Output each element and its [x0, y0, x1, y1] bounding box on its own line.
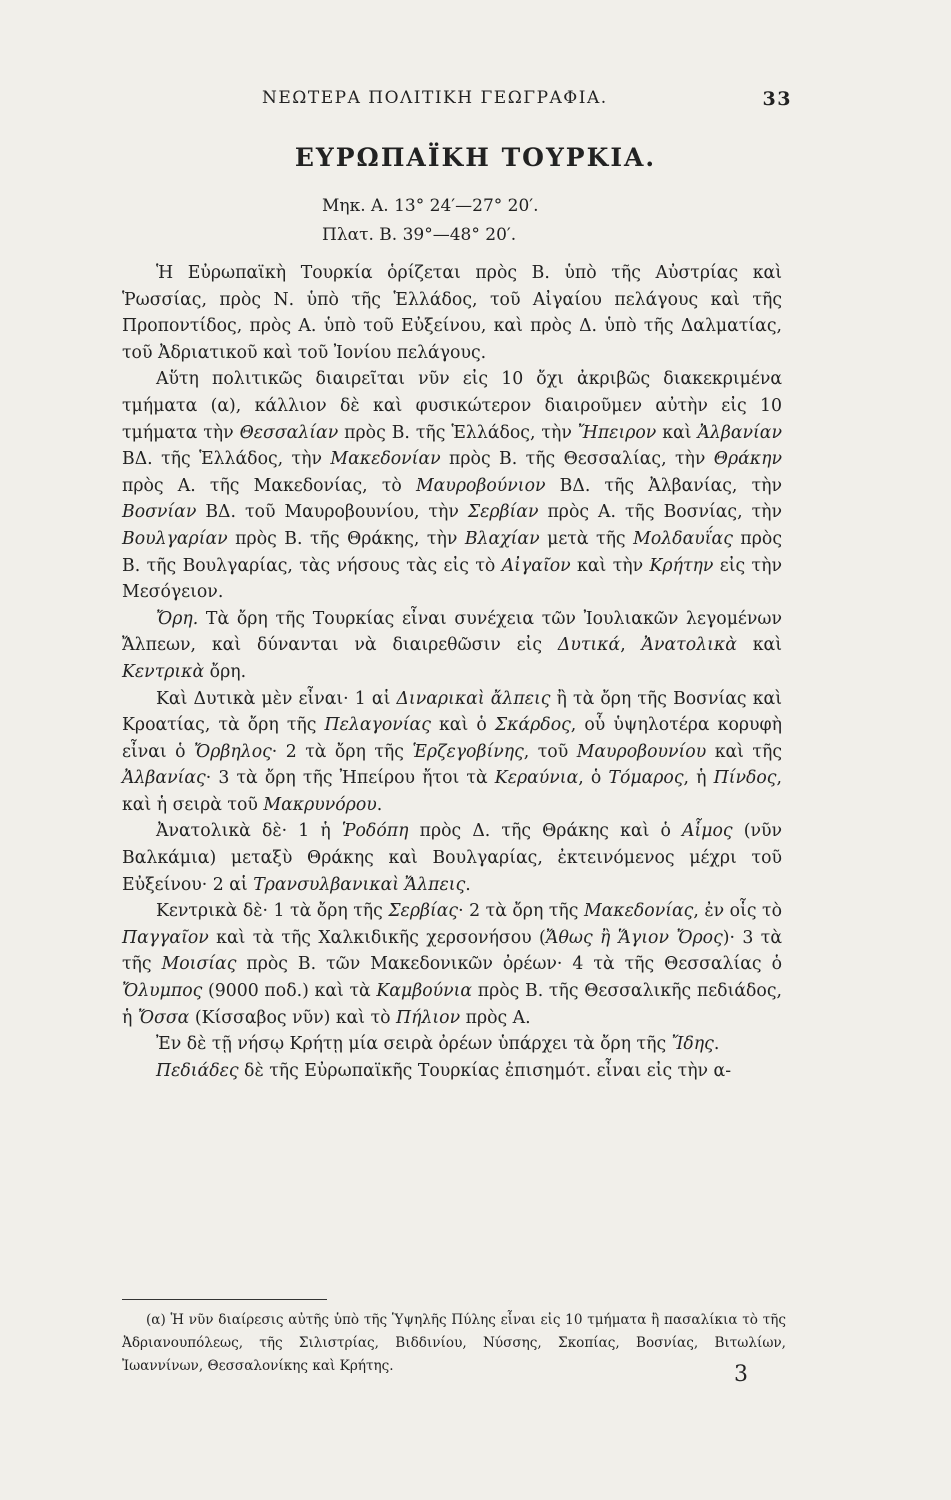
body-text	[122, 260, 782, 1084]
footnote: (α) Ἡ νῦν διαίρεσις αὐτῆς ὑπὸ τῆς Ὑψηλῆς Πύλης εἶναι εἰς 10 τμήματα ἢ πασαλίκια τὸ τῆς Ἀδριανουπόλεως, τῆς Σιλιστρίας, Βιδδινίου, Νύσσης, Σκοπίας, Βοσνίας, Βιτωλίων, Ἰωαννίνων, Θεσσαλονίκης καὶ Κρήτης.	[122, 1312, 786, 1374]
paragraph-plains: Πεδιάδες δὲ τῆς Εὐρωπαϊκῆς Τουρκίας ἐπισημότ. εἶναι εἰς τὴν α-	[156, 1060, 732, 1081]
longitude-line: Μηκ. Α. 13° 24′—27° 20′.	[322, 196, 539, 216]
paragraph-western-mountains: Καὶ Δυτικὰ μὲν εἶναι· 1 αἱ Διναρικαὶ ἄλπεις ἢ τὰ ὄρη τῆς Βοσνίας καὶ Κροατίας, τὰ ὄρη τῆς Πελαγονίας καὶ ὁ Σκάρδος, οὗ ὑψηλοτέρα κορυφὴ εἶναι ὁ Ὄρβηλος· 2 τὰ ὄρη τῆς Ἑρζεγοβίνης, τοῦ Μαυροβουνίου καὶ τῆς Ἀλβανίας· 3 τὰ ὄρη τῆς Ἠπείρου ἤτοι τὰ Κεραύνια, ὁ Τόμαρος, ἡ Πίνδος, καὶ ἡ σειρὰ τοῦ Μακρυνόρου.	[122, 688, 783, 815]
paragraph-crete-mountains: Ἐν δὲ τῇ νήσῳ Κρήτῃ μία σειρὰ ὀρέων ὑπάρχει τὰ ὄρη τῆς Ἴδης.	[156, 1034, 720, 1055]
paragraph-mountains: Ὄρη. Τὰ ὄρη τῆς Τουρκίας εἶναι συνέχεια τῶν Ἰουλιακῶν λεγομένων Ἄλπεων, καὶ δύνανται νὰ διαιρεθῶσιν εἰς Δυτικά, Ἀνατολικὰ καὶ Κεντρικὰ ὄρη.	[122, 608, 782, 682]
latitude-line: Πλατ. Β. 39°—48° 20′.	[322, 225, 517, 245]
paragraph-central-mountains: Κεντρικὰ δὲ· 1 τὰ ὄρη τῆς Σερβίας· 2 τὰ ὄρη τῆς Μακεδονίας, ἐν οἷς τὸ Παγγαῖον καὶ τὰ τῆς Χαλκιδικῆς χερσονήσου (Ἄθως ἢ Ἅγιον Ὄρος)· 3 τὰ τῆς Μοισίας πρὸς Β. τῶν Μακεδονικῶν ὀρέων· 4 τὰ τῆς Θεσσαλίας ὁ Ὄλυμπος (9000 ποδ.) καὶ τὰ Καμβούνια πρὸς Β. τῆς Θεσσαλικῆς πεδιάδος, ἡ Ὄσσα (Κίσσαβος νῦν) καὶ τὸ Πήλιον πρὸς Α.	[122, 901, 783, 1028]
page-number: 33	[762, 88, 792, 110]
section-title: ΕΥΡΩΠΑΪΚΗ ΤΟΥΡΚΙΑ.	[294, 143, 657, 172]
paragraph-eastern-mountains: Ἀνατολικὰ δὲ· 1 ἡ Ῥοδόπη πρὸς Δ. τῆς Θράκης καὶ ὁ Αἷμος (νῦν Βαλκάμια) μεταξὺ Θράκης καὶ Βουλγαρίας, ἐκτεινόμενος μέχρι τοῦ Εὐξείνου· 2 αἱ Τρανσυλβανικαὶ Ἄλπεις.	[122, 821, 782, 895]
signature-mark: 3	[734, 1362, 748, 1387]
footnote-rule	[122, 1299, 327, 1300]
paragraph-borders: Ἡ Εὐρωπαϊκὴ Τουρκία ὁρίζεται πρὸς Β. ὑπὸ τῆς Αὐστρίας καὶ Ῥωσσίας, πρὸς Ν. ὑπὸ τῆς Ἑλλάδος, τοῦ Αἰγαίου πελάγους καὶ τῆς Προποντίδος, πρὸς Α. ὑπὸ τοῦ Εὐξείνου, καὶ πρὸς Δ. ὑπὸ τῆς Δαλματίας, τοῦ Ἀδριατικοῦ καὶ τοῦ Ἰονίου πελάγους.	[122, 263, 782, 363]
running-title: ΝΕΩΤΕΡΑ ΠΟΛΙΤΙΚΗ ΓΕΩΓΡΑΦΙΑ.	[262, 88, 608, 108]
paragraph-division: Αὕτη πολιτικῶς διαιρεῖται νῦν εἰς 10 ὄχι ἀκριβῶς διακεκριμένα τμήματα (α), κάλλιον δὲ καὶ φυσικώτερον διαιροῦμεν αὐτὴν εἰς 10 τμήματα τὴν Θεσσαλίαν πρὸς Β. τῆς Ἑλλάδος, τὴν Ἤπειρον καὶ Ἀλβανίαν ΒΔ. τῆς Ἑλλάδος, τὴν Μακεδονίαν πρὸς Β. τῆς Θεσσαλίας, τὴν Θράκην πρὸς Α. τῆς Μακεδονίας, τὸ Μαυροβούνιον ΒΔ. τῆς Ἀλβανίας, τὴν Βοσνίαν ΒΔ. τοῦ Μαυροβουνίου, τὴν Σερβίαν πρὸς Α. τῆς Βοσνίας, τὴν Βουλγαρίαν πρὸς Β. τῆς Θράκης, τὴν Βλαχίαν μετὰ τῆς Μολδαυΐας πρὸς Β. τῆς Βουλγαρίας, τὰς νήσους τὰς εἰς τὸ Αἰγαῖον καὶ τὴν Κρήτην εἰς τὴν Μεσόγειον.	[122, 369, 783, 603]
